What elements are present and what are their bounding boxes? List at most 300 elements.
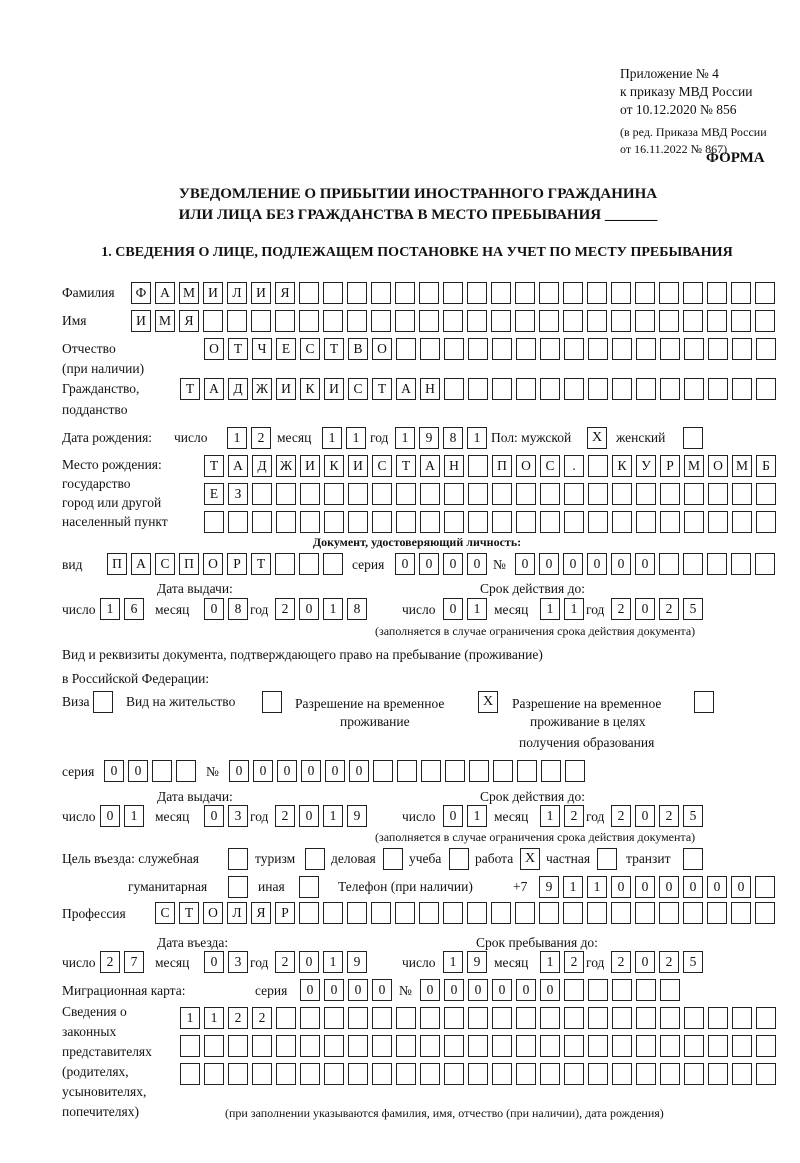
- char-cell[interactable]: [611, 282, 631, 304]
- char-cell[interactable]: [468, 483, 488, 505]
- sex-male-checkbox[interactable]: X: [587, 427, 607, 449]
- char-cell[interactable]: [636, 979, 656, 1001]
- char-cell[interactable]: [444, 1063, 464, 1085]
- char-cell[interactable]: [612, 511, 632, 533]
- char-cell[interactable]: Т: [372, 378, 392, 400]
- char-cell[interactable]: [373, 760, 393, 782]
- char-cell[interactable]: 0: [349, 760, 369, 782]
- char-cell[interactable]: 1: [540, 805, 560, 827]
- char-cell[interactable]: 0: [443, 598, 463, 620]
- char-cell[interactable]: [564, 483, 584, 505]
- char-cell[interactable]: [707, 553, 727, 575]
- char-cell[interactable]: 0: [563, 553, 583, 575]
- char-cell[interactable]: 9: [347, 951, 367, 973]
- char-cell[interactable]: [347, 310, 367, 332]
- char-cell[interactable]: 0: [299, 598, 319, 620]
- char-cell[interactable]: [755, 902, 775, 924]
- char-cell[interactable]: 1: [180, 1007, 200, 1029]
- birthplace-cells-row2[interactable]: [204, 483, 776, 505]
- char-cell[interactable]: [564, 338, 584, 360]
- char-cell[interactable]: [732, 338, 752, 360]
- char-cell[interactable]: 1: [467, 598, 487, 620]
- char-cell[interactable]: [300, 1007, 320, 1029]
- char-cell[interactable]: [371, 902, 391, 924]
- name-cells[interactable]: [131, 310, 775, 332]
- phone-cells[interactable]: [539, 876, 775, 898]
- char-cell[interactable]: 1: [323, 951, 343, 973]
- char-cell[interactable]: [348, 511, 368, 533]
- char-cell[interactable]: [515, 282, 535, 304]
- char-cell[interactable]: [468, 1035, 488, 1057]
- purpose-transit-checkbox[interactable]: [683, 848, 703, 870]
- char-cell[interactable]: 7: [124, 951, 144, 973]
- char-cell[interactable]: [539, 310, 559, 332]
- char-cell[interactable]: И: [324, 378, 344, 400]
- char-cell[interactable]: 2: [611, 951, 631, 973]
- char-cell[interactable]: [708, 483, 728, 505]
- char-cell[interactable]: [563, 902, 583, 924]
- char-cell[interactable]: [540, 483, 560, 505]
- char-cell[interactable]: А: [204, 378, 224, 400]
- char-cell[interactable]: 1: [563, 876, 583, 898]
- char-cell[interactable]: 1: [100, 598, 120, 620]
- entry-year-cells[interactable]: [275, 951, 367, 973]
- char-cell[interactable]: 2: [228, 1007, 248, 1029]
- char-cell[interactable]: М: [155, 310, 175, 332]
- char-cell[interactable]: [419, 902, 439, 924]
- birthplace-cells-row3[interactable]: [204, 511, 776, 533]
- id-series-cells[interactable]: [395, 553, 487, 575]
- char-cell[interactable]: [491, 282, 511, 304]
- char-cell[interactable]: [323, 553, 343, 575]
- char-cell[interactable]: Я: [251, 902, 271, 924]
- char-cell[interactable]: 0: [467, 553, 487, 575]
- char-cell[interactable]: [612, 483, 632, 505]
- stay-series-cells[interactable]: [104, 760, 196, 782]
- char-cell[interactable]: 0: [104, 760, 124, 782]
- char-cell[interactable]: В: [348, 338, 368, 360]
- char-cell[interactable]: [707, 310, 727, 332]
- char-cell[interactable]: [731, 902, 751, 924]
- char-cell[interactable]: [587, 310, 607, 332]
- char-cell[interactable]: [348, 1063, 368, 1085]
- char-cell[interactable]: [540, 511, 560, 533]
- char-cell[interactable]: У: [636, 455, 656, 477]
- char-cell[interactable]: К: [300, 378, 320, 400]
- char-cell[interactable]: [203, 310, 223, 332]
- char-cell[interactable]: [176, 760, 196, 782]
- char-cell[interactable]: [612, 378, 632, 400]
- char-cell[interactable]: [515, 310, 535, 332]
- char-cell[interactable]: О: [708, 455, 728, 477]
- char-cell[interactable]: 0: [372, 979, 392, 1001]
- char-cell[interactable]: [396, 483, 416, 505]
- char-cell[interactable]: [731, 553, 751, 575]
- char-cell[interactable]: [252, 511, 272, 533]
- char-cell[interactable]: [492, 338, 512, 360]
- char-cell[interactable]: [636, 1063, 656, 1085]
- char-cell[interactable]: [755, 282, 775, 304]
- char-cell[interactable]: [492, 378, 512, 400]
- char-cell[interactable]: [588, 483, 608, 505]
- char-cell[interactable]: И: [276, 378, 296, 400]
- char-cell[interactable]: [732, 1063, 752, 1085]
- id-issue-year-cells[interactable]: [275, 598, 367, 620]
- char-cell[interactable]: Т: [251, 553, 271, 575]
- char-cell[interactable]: Т: [180, 378, 200, 400]
- char-cell[interactable]: [468, 455, 488, 477]
- char-cell[interactable]: 2: [275, 951, 295, 973]
- char-cell[interactable]: [708, 1063, 728, 1085]
- char-cell[interactable]: [395, 282, 415, 304]
- char-cell[interactable]: [300, 1035, 320, 1057]
- char-cell[interactable]: 0: [635, 598, 655, 620]
- citizenship-cells[interactable]: [180, 378, 776, 400]
- char-cell[interactable]: 0: [204, 598, 224, 620]
- purpose-study-checkbox[interactable]: [449, 848, 469, 870]
- char-cell[interactable]: 0: [419, 553, 439, 575]
- char-cell[interactable]: 2: [659, 951, 679, 973]
- char-cell[interactable]: [516, 1007, 536, 1029]
- char-cell[interactable]: [299, 310, 319, 332]
- char-cell[interactable]: 0: [468, 979, 488, 1001]
- char-cell[interactable]: К: [324, 455, 344, 477]
- char-cell[interactable]: [396, 1035, 416, 1057]
- char-cell[interactable]: [564, 1063, 584, 1085]
- char-cell[interactable]: И: [348, 455, 368, 477]
- char-cell[interactable]: Р: [660, 455, 680, 477]
- char-cell[interactable]: [491, 310, 511, 332]
- char-cell[interactable]: 1: [227, 427, 247, 449]
- char-cell[interactable]: [419, 282, 439, 304]
- char-cell[interactable]: И: [131, 310, 151, 332]
- char-cell[interactable]: [395, 310, 415, 332]
- char-cell[interactable]: [612, 1063, 632, 1085]
- char-cell[interactable]: [660, 1007, 680, 1029]
- char-cell[interactable]: [420, 1063, 440, 1085]
- char-cell[interactable]: 9: [467, 951, 487, 973]
- char-cell[interactable]: [755, 310, 775, 332]
- char-cell[interactable]: М: [684, 455, 704, 477]
- char-cell[interactable]: [756, 1035, 776, 1057]
- char-cell[interactable]: О: [516, 455, 536, 477]
- char-cell[interactable]: 3: [228, 805, 248, 827]
- char-cell[interactable]: [420, 483, 440, 505]
- char-cell[interactable]: 5: [683, 598, 703, 620]
- char-cell[interactable]: [227, 310, 247, 332]
- char-cell[interactable]: [659, 902, 679, 924]
- char-cell[interactable]: О: [372, 338, 392, 360]
- entry-day-cells[interactable]: [100, 951, 144, 973]
- char-cell[interactable]: [443, 310, 463, 332]
- char-cell[interactable]: 0: [444, 979, 464, 1001]
- char-cell[interactable]: [611, 310, 631, 332]
- char-cell[interactable]: 2: [100, 951, 120, 973]
- id-issue-month-cells[interactable]: [204, 598, 248, 620]
- char-cell[interactable]: Р: [275, 902, 295, 924]
- char-cell[interactable]: 0: [492, 979, 512, 1001]
- birth-year-cells[interactable]: [395, 427, 487, 449]
- birthplace-cells-row1[interactable]: [204, 455, 776, 477]
- char-cell[interactable]: О: [204, 338, 224, 360]
- char-cell[interactable]: [636, 1035, 656, 1057]
- char-cell[interactable]: 0: [731, 876, 751, 898]
- char-cell[interactable]: 8: [443, 427, 463, 449]
- char-cell[interactable]: [323, 310, 343, 332]
- char-cell[interactable]: [708, 1035, 728, 1057]
- char-cell[interactable]: .: [564, 455, 584, 477]
- char-cell[interactable]: [395, 902, 415, 924]
- profession-cells[interactable]: [155, 902, 775, 924]
- char-cell[interactable]: [684, 338, 704, 360]
- char-cell[interactable]: [683, 553, 703, 575]
- purpose-other-checkbox[interactable]: [299, 876, 319, 898]
- char-cell[interactable]: Д: [252, 455, 272, 477]
- purpose-humanitarian-checkbox[interactable]: [228, 876, 248, 898]
- char-cell[interactable]: [684, 1007, 704, 1029]
- char-cell[interactable]: 2: [251, 427, 271, 449]
- char-cell[interactable]: [588, 511, 608, 533]
- char-cell[interactable]: 1: [467, 427, 487, 449]
- char-cell[interactable]: [275, 553, 295, 575]
- char-cell[interactable]: А: [420, 455, 440, 477]
- char-cell[interactable]: 0: [635, 876, 655, 898]
- char-cell[interactable]: [659, 553, 679, 575]
- sex-female-checkbox[interactable]: [683, 427, 703, 449]
- char-cell[interactable]: [708, 1007, 728, 1029]
- char-cell[interactable]: [204, 1035, 224, 1057]
- surname-cells[interactable]: [131, 282, 775, 304]
- char-cell[interactable]: [276, 1063, 296, 1085]
- char-cell[interactable]: [252, 483, 272, 505]
- char-cell[interactable]: [587, 902, 607, 924]
- char-cell[interactable]: [444, 1035, 464, 1057]
- char-cell[interactable]: [468, 511, 488, 533]
- char-cell[interactable]: 2: [275, 805, 295, 827]
- char-cell[interactable]: 0: [539, 553, 559, 575]
- char-cell[interactable]: 0: [635, 805, 655, 827]
- char-cell[interactable]: О: [203, 553, 223, 575]
- representatives-cells-row2[interactable]: [180, 1035, 776, 1057]
- char-cell[interactable]: [492, 1007, 512, 1029]
- char-cell[interactable]: [299, 553, 319, 575]
- char-cell[interactable]: [467, 282, 487, 304]
- char-cell[interactable]: [468, 338, 488, 360]
- char-cell[interactable]: [732, 483, 752, 505]
- char-cell[interactable]: [756, 338, 776, 360]
- char-cell[interactable]: [420, 1007, 440, 1029]
- char-cell[interactable]: [660, 1035, 680, 1057]
- char-cell[interactable]: 9: [347, 805, 367, 827]
- char-cell[interactable]: Е: [276, 338, 296, 360]
- char-cell[interactable]: [445, 760, 465, 782]
- char-cell[interactable]: З: [228, 483, 248, 505]
- char-cell[interactable]: А: [155, 282, 175, 304]
- char-cell[interactable]: [516, 378, 536, 400]
- char-cell[interactable]: 3: [228, 951, 248, 973]
- char-cell[interactable]: [539, 282, 559, 304]
- char-cell[interactable]: [276, 511, 296, 533]
- char-cell[interactable]: 0: [204, 951, 224, 973]
- char-cell[interactable]: Т: [204, 455, 224, 477]
- char-cell[interactable]: [348, 483, 368, 505]
- char-cell[interactable]: [683, 902, 703, 924]
- char-cell[interactable]: Ч: [252, 338, 272, 360]
- char-cell[interactable]: [708, 338, 728, 360]
- char-cell[interactable]: 0: [348, 979, 368, 1001]
- char-cell[interactable]: [324, 1007, 344, 1029]
- char-cell[interactable]: [636, 1007, 656, 1029]
- char-cell[interactable]: Ж: [252, 378, 272, 400]
- char-cell[interactable]: [492, 1035, 512, 1057]
- id-valid-day-cells[interactable]: [443, 598, 487, 620]
- char-cell[interactable]: [276, 483, 296, 505]
- char-cell[interactable]: [564, 511, 584, 533]
- char-cell[interactable]: 1: [587, 876, 607, 898]
- char-cell[interactable]: Я: [179, 310, 199, 332]
- char-cell[interactable]: [540, 1063, 560, 1085]
- id-valid-year-cells[interactable]: [611, 598, 703, 620]
- char-cell[interactable]: [635, 310, 655, 332]
- char-cell[interactable]: [420, 511, 440, 533]
- char-cell[interactable]: 5: [683, 805, 703, 827]
- char-cell[interactable]: [588, 979, 608, 1001]
- char-cell[interactable]: [588, 1035, 608, 1057]
- char-cell[interactable]: [755, 876, 775, 898]
- char-cell[interactable]: [612, 338, 632, 360]
- char-cell[interactable]: И: [203, 282, 223, 304]
- char-cell[interactable]: [732, 378, 752, 400]
- char-cell[interactable]: 0: [611, 876, 631, 898]
- char-cell[interactable]: 0: [443, 553, 463, 575]
- char-cell[interactable]: [659, 282, 679, 304]
- char-cell[interactable]: 0: [324, 979, 344, 1001]
- char-cell[interactable]: [372, 511, 392, 533]
- char-cell[interactable]: Ж: [276, 455, 296, 477]
- char-cell[interactable]: [300, 511, 320, 533]
- char-cell[interactable]: 1: [395, 427, 415, 449]
- char-cell[interactable]: Д: [228, 378, 248, 400]
- stay-valid-day-cells[interactable]: [443, 805, 487, 827]
- char-cell[interactable]: [444, 1007, 464, 1029]
- entry-month-cells[interactable]: [204, 951, 248, 973]
- char-cell[interactable]: 0: [635, 553, 655, 575]
- char-cell[interactable]: [371, 310, 391, 332]
- char-cell[interactable]: 2: [275, 598, 295, 620]
- char-cell[interactable]: [372, 483, 392, 505]
- char-cell[interactable]: Т: [179, 902, 199, 924]
- char-cell[interactable]: [636, 378, 656, 400]
- char-cell[interactable]: [588, 1007, 608, 1029]
- char-cell[interactable]: [228, 1035, 248, 1057]
- char-cell[interactable]: [324, 511, 344, 533]
- char-cell[interactable]: [444, 483, 464, 505]
- char-cell[interactable]: А: [228, 455, 248, 477]
- char-cell[interactable]: 0: [420, 979, 440, 1001]
- char-cell[interactable]: Л: [227, 282, 247, 304]
- char-cell[interactable]: Л: [227, 902, 247, 924]
- char-cell[interactable]: О: [203, 902, 223, 924]
- char-cell[interactable]: [468, 1063, 488, 1085]
- char-cell[interactable]: [152, 760, 172, 782]
- char-cell[interactable]: [684, 1063, 704, 1085]
- stay-valid-month-cells[interactable]: [540, 805, 584, 827]
- char-cell[interactable]: [540, 1007, 560, 1029]
- char-cell[interactable]: [660, 511, 680, 533]
- char-cell[interactable]: 1: [323, 805, 343, 827]
- char-cell[interactable]: [420, 338, 440, 360]
- char-cell[interactable]: 0: [707, 876, 727, 898]
- birth-day-cells[interactable]: [227, 427, 271, 449]
- char-cell[interactable]: [468, 1007, 488, 1029]
- char-cell[interactable]: 0: [301, 760, 321, 782]
- char-cell[interactable]: [180, 1063, 200, 1085]
- char-cell[interactable]: [636, 483, 656, 505]
- char-cell[interactable]: [372, 1063, 392, 1085]
- char-cell[interactable]: [588, 338, 608, 360]
- char-cell[interactable]: [612, 1035, 632, 1057]
- char-cell[interactable]: [636, 511, 656, 533]
- char-cell[interactable]: [516, 483, 536, 505]
- char-cell[interactable]: С: [348, 378, 368, 400]
- char-cell[interactable]: 1: [540, 598, 560, 620]
- char-cell[interactable]: 5: [683, 951, 703, 973]
- char-cell[interactable]: Я: [275, 282, 295, 304]
- patronymic-cells[interactable]: [204, 338, 776, 360]
- char-cell[interactable]: [467, 310, 487, 332]
- char-cell[interactable]: [684, 483, 704, 505]
- purpose-work-checkbox[interactable]: X: [520, 848, 540, 870]
- char-cell[interactable]: [565, 760, 585, 782]
- char-cell[interactable]: [324, 1035, 344, 1057]
- char-cell[interactable]: С: [155, 553, 175, 575]
- id-number-cells[interactable]: [515, 553, 775, 575]
- char-cell[interactable]: [347, 902, 367, 924]
- char-cell[interactable]: [516, 1035, 536, 1057]
- char-cell[interactable]: [540, 378, 560, 400]
- char-cell[interactable]: [252, 1035, 272, 1057]
- char-cell[interactable]: Р: [227, 553, 247, 575]
- char-cell[interactable]: [397, 760, 417, 782]
- char-cell[interactable]: 9: [419, 427, 439, 449]
- id-kind-cells[interactable]: [107, 553, 343, 575]
- char-cell[interactable]: 0: [100, 805, 120, 827]
- char-cell[interactable]: [588, 378, 608, 400]
- char-cell[interactable]: [396, 511, 416, 533]
- migration-number-cells[interactable]: [420, 979, 680, 1001]
- char-cell[interactable]: [444, 511, 464, 533]
- char-cell[interactable]: С: [540, 455, 560, 477]
- char-cell[interactable]: [540, 1035, 560, 1057]
- char-cell[interactable]: [660, 979, 680, 1001]
- char-cell[interactable]: [396, 1007, 416, 1029]
- char-cell[interactable]: 2: [659, 805, 679, 827]
- char-cell[interactable]: 1: [322, 427, 342, 449]
- stay-number-cells[interactable]: [229, 760, 585, 782]
- char-cell[interactable]: [540, 338, 560, 360]
- char-cell[interactable]: [443, 902, 463, 924]
- stay-valid-year-cells[interactable]: [611, 805, 703, 827]
- char-cell[interactable]: [731, 310, 751, 332]
- char-cell[interactable]: [563, 310, 583, 332]
- char-cell[interactable]: П: [492, 455, 512, 477]
- migration-series-cells[interactable]: [300, 979, 392, 1001]
- char-cell[interactable]: 0: [611, 553, 631, 575]
- char-cell[interactable]: 1: [443, 951, 463, 973]
- char-cell[interactable]: [443, 282, 463, 304]
- char-cell[interactable]: 0: [204, 805, 224, 827]
- char-cell[interactable]: [756, 378, 776, 400]
